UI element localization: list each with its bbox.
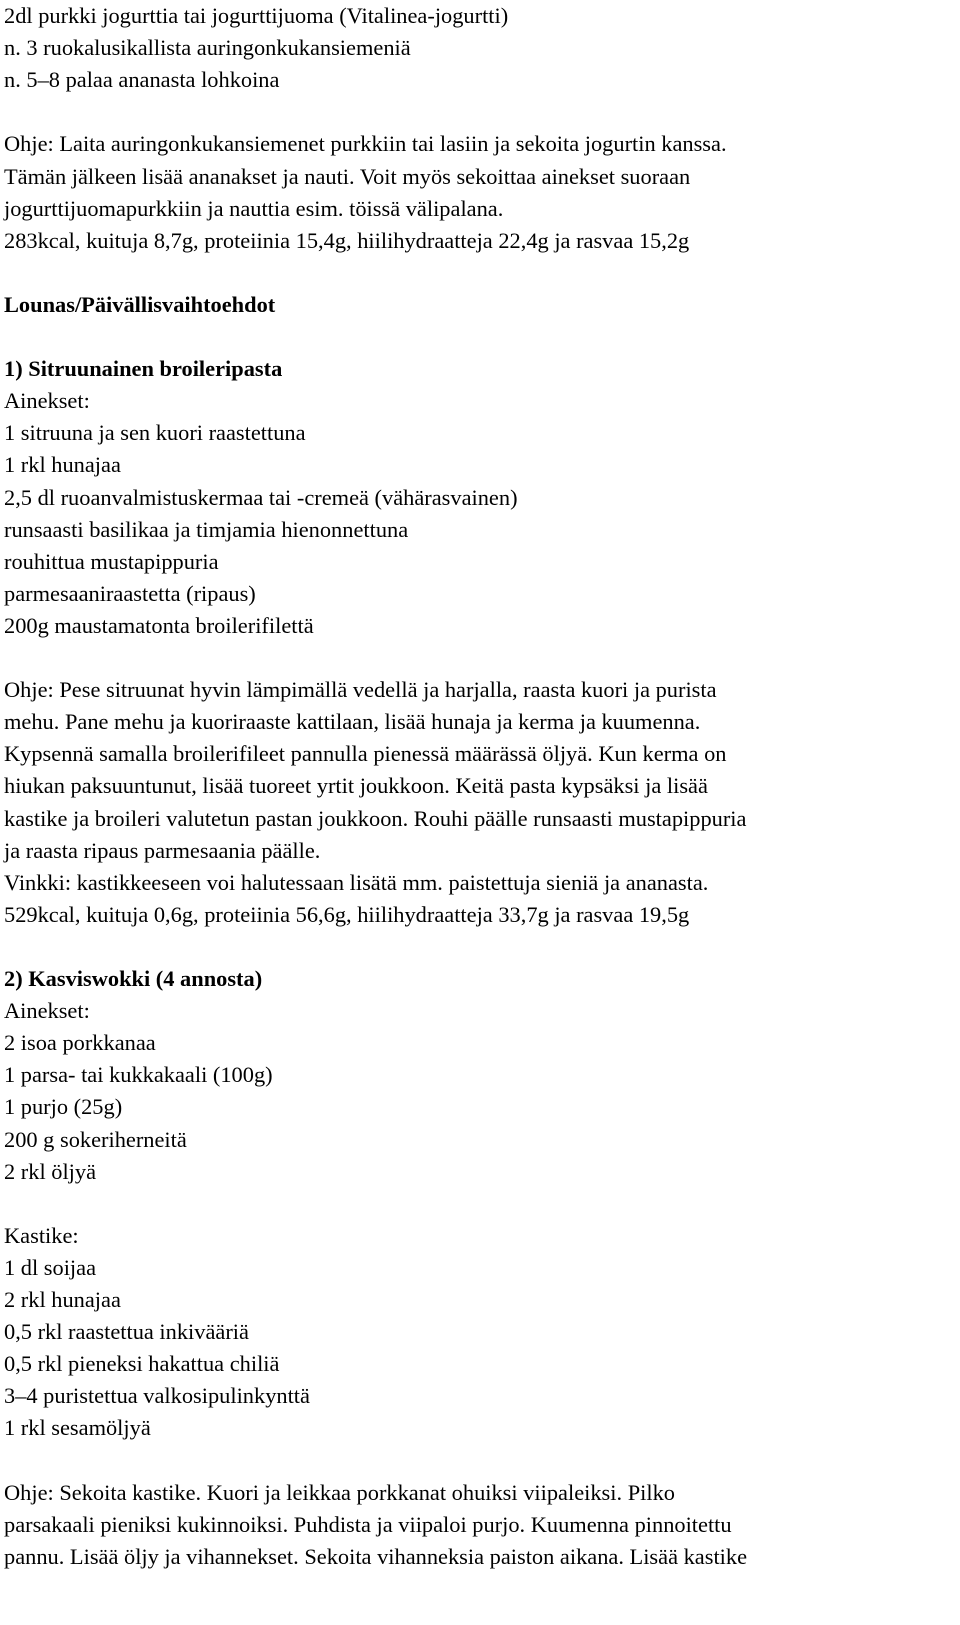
text-line: 2,5 dl ruoanvalmistuskermaa tai -cremeä (vähärasvainen)	[4, 484, 518, 510]
text-line: runsaasti basilikaa ja timjamia hienonnettuna	[4, 516, 409, 542]
section-heading: Lounas/Päivällisvaihtoehdot	[4, 291, 276, 317]
text-line: 1 parsa- tai kukkakaali (100g)	[4, 1062, 273, 1088]
section-heading: 1) Sitruunainen broileripasta	[4, 356, 283, 382]
text-line: Ohje: Laita auringonkukansiemenet purkkiin tai lasiin ja sekoita jogurtin kanssa.	[4, 131, 727, 157]
text-line: 1 dl soijaa	[4, 1254, 97, 1280]
section-heading: 2) Kasviswokki (4 annosta)	[4, 966, 263, 991]
text-line: 200g maustamatonta broilerifilettä	[4, 612, 314, 638]
text-line: parmesaaniraastetta (ripaus)	[4, 580, 256, 606]
text-line: 2dl purkki jogurttia tai jogurttijuoma (Vitalinea-jogurtti)	[4, 3, 509, 28]
text-line: Kastike:	[4, 1222, 79, 1248]
text-line: pannu. Lisää öljy ja vihannekset. Sekoita vihanneksia paiston aikana. Lisää kastike	[4, 1543, 748, 1569]
text-line: 0,5 rkl raastettua inkivääriä	[4, 1319, 249, 1345]
text-line: 1 rkl hunajaa	[4, 452, 121, 478]
text-line: Ainekset:	[4, 388, 90, 414]
text-line: Ohje: Sekoita kastike. Kuori ja leikkaa porkkanat ohuiksi viipaleiksi. Pilko	[4, 1479, 675, 1505]
text-line: ja raasta ripaus parmesaania päälle.	[4, 837, 321, 863]
text-line: Ohje: Pese sitruunat hyvin lämpimällä vedellä ja harjalla, raasta kuori ja purista	[4, 677, 717, 703]
text-line: 1 purjo (25g)	[4, 1094, 123, 1120]
text-line: n. 3 ruokalusikallista auringonkukansiemeniä	[4, 35, 411, 61]
text-line: 2 rkl öljyä	[4, 1158, 97, 1184]
text-line: 283kcal, kuituja 8,7g, proteiinia 15,4g, hiilihydraatteja 22,4g ja rasvaa 15,2g	[4, 227, 690, 253]
text-line: 1 sitruuna ja sen kuori raastettuna	[4, 420, 306, 446]
text-line: 200 g sokeriherneitä	[4, 1126, 187, 1152]
text-line: 0,5 rkl pieneksi hakattua chiliä	[4, 1351, 280, 1377]
text-line: kastike ja broileri valutetun pastan joukkoon. Rouhi päälle runsaasti mustapippuria	[4, 805, 747, 831]
text-line: rouhittua mustapippuria	[4, 548, 219, 574]
text-line: mehu. Pane mehu ja kuoriraaste kattilaan, lisää hunaja ja kerma ja kuumenna.	[4, 709, 701, 735]
text-line: 1 rkl sesamöljyä	[4, 1415, 151, 1441]
text-line: 2 rkl hunajaa	[4, 1287, 121, 1312]
text-line: Tämän jälkeen lisää ananakset ja nauti. Voit myös sekoittaa ainekset suoraan	[4, 163, 691, 189]
text-line: Kypsennä samalla broilerifileet pannulla pienessä määrässä öljyä. Kun kerma on	[4, 741, 727, 767]
text-line: n. 5–8 palaa ananasta lohkoina	[4, 67, 280, 93]
text-line: jogurttijuomapurkkiin ja nauttia esim. töissä välipalana.	[4, 195, 504, 221]
text-line: 3–4 puristettua valkosipulinkynttä	[4, 1383, 310, 1409]
text-line: Ainekset:	[4, 998, 90, 1024]
text-line: parsakaali pieniksi kukinnoiksi. Puhdista ja viipaloi purjo. Kuumenna pinnoitettu	[4, 1511, 732, 1537]
text-line: 529kcal, kuituja 0,6g, proteiinia 56,6g, hiilihydraatteja 33,7g ja rasvaa 19,5g	[4, 901, 690, 927]
text-line: Vinkki: kastikkeeseen voi halutessaan lisätä mm. paistettuja sieniä ja ananasta.	[4, 869, 709, 895]
text-line: 2 isoa porkkanaa	[4, 1030, 156, 1056]
text-line: hiukan paksuuntunut, lisää tuoreet yrtit joukkoon. Keitä pasta kypsäksi ja lisää	[4, 773, 708, 799]
